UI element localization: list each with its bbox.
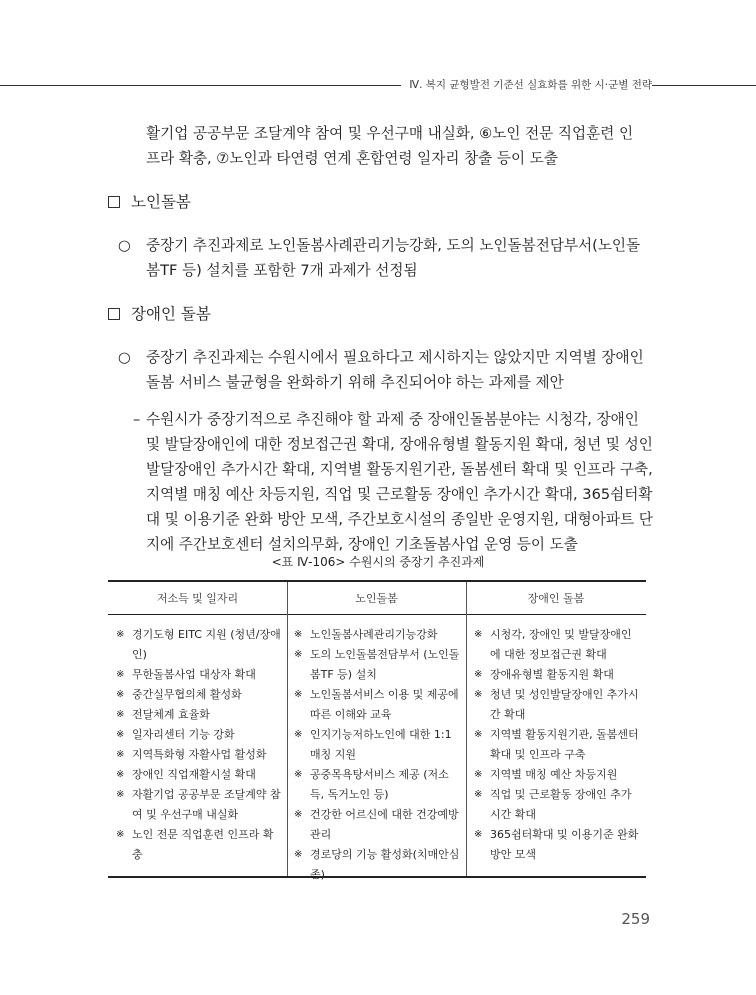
column-income-jobs-list — [116, 625, 282, 865]
section-heading-disabled-care — [108, 302, 211, 327]
bullet-text: 중장기 추진과제는 수원시에서 필요하다고 제시하지는 않았지만 지역별 장애인돌봄 서비스 불균형을 완화하기 위해 추진되어야 하는 과제를 제안 — [146, 349, 644, 391]
list-item: ※ 노인 전문 직업훈련 인프라 확충 — [116, 825, 282, 865]
section-heading-elderly-care — [108, 190, 191, 215]
list-item: ※ 중간실무협의체 활성화 — [116, 685, 282, 705]
list-item: ※ 청년 및 성인발달장애인 추가시간 확대 — [474, 685, 640, 725]
bullet-elderly-care — [118, 233, 650, 283]
list-item: ※ 노인돌봄서비스 이용 및 제공에 따른 이해와 교육 — [294, 685, 460, 725]
list-item: ※ 도의 노인돌봄전담부서 (노인돌봄TF 등) 설치 — [294, 645, 460, 685]
table-caption: <표 Ⅳ-106> 수원시의 중장기 추진과제 — [271, 555, 485, 569]
column-header-elderly-care: 노인돌봄 — [355, 592, 398, 605]
list-item: ※ 전달체계 효율화 — [116, 705, 282, 725]
column-header-income-jobs: 저소득 및 일자리 — [156, 592, 239, 605]
bullet-text: 중장기 추진과제로 노인돌봄사례관리기능강화, 도의 노인돌봄전담부서(노인돌봄TF 등) 설치를 포함한 7개 과제가 선정됨 — [146, 237, 641, 279]
list-item: ※ 365쉼터확대 및 이용기준 완화 방안 모색 — [474, 825, 640, 865]
column-divider — [287, 582, 288, 876]
column-elderly-care-list — [294, 625, 460, 885]
list-item: ※ 지역별 활동지원기관, 돌봄센터 확대 및 인프라 구축 — [474, 725, 640, 765]
column-header-disabled-care: 장애인 돌봄 — [527, 592, 585, 605]
list-item: ※ 지역별 매칭 예산 차등지원 — [474, 765, 640, 785]
list-item: ※ 경로당의 기능 활성화(치매안심존) — [294, 845, 460, 885]
circle-bullet-icon: ○ — [118, 349, 131, 366]
section-title: 노인돌봄 — [131, 193, 191, 211]
tasks-table — [108, 580, 646, 881]
list-item: ※ 공중목욕탕서비스 제공 (저소득, 독거노인 등) — [294, 765, 460, 805]
bullet-disabled-care — [118, 345, 650, 395]
list-item: ※ 무한돌봄사업 대상자 확대 — [116, 665, 282, 685]
table-top-rule — [108, 580, 646, 582]
list-item: ※ 장애인 직업재활시설 확대 — [116, 765, 282, 785]
continuation-paragraph: 활기업 공공부문 조달계약 참여 및 우선구매 내실화, ⑥노인 전문 직업훈련 인프라 확충, ⑦노인과 타연령 연계 혼합연령 일자리 창출 등이 도출 — [146, 125, 634, 167]
table-header-rule — [108, 614, 646, 615]
section-title: 장애인 돌봄 — [131, 305, 211, 323]
list-item: ※ 자활기업 공공부문 조달계약 참여 및 우선구매 내실화 — [116, 785, 282, 825]
list-item: ※ 경기도형 EITC 지원 (청년/장애인) — [116, 625, 282, 665]
list-item: ※ 노인돌봄사례관리기능강화 — [294, 625, 460, 645]
checkbox-square-icon — [108, 196, 120, 208]
list-item: ※ 직업 및 근로활동 장애인 추가시간 확대 — [474, 785, 640, 825]
list-item: ※ 건강한 어르신에 대한 건강예방관리 — [294, 805, 460, 845]
column-divider — [466, 582, 467, 876]
list-item: ※ 일자리센터 기능 강화 — [116, 725, 282, 745]
column-disabled-care-list — [474, 625, 640, 865]
list-item: ※ 지역특화형 자활사업 활성화 — [116, 745, 282, 765]
dash-text: 수원시가 중장기적으로 추진해야 할 과제 중 장애인돌봄분야는 시청각, 장애인 및 발달장애인에 대한 정보접근권 확대, 장애유형별 활동지원 확대, 청년 및 성인발달장애인 추가시간 확대, 지역별 활동지원기관, 돌봄센터 확대 및 인프라 구축, 지역별 매칭 예산 차등지원, 직업 및 근로활동 장애인 추가시간 확대, 365쉼터확대 및 이용기준 완화 방안 모색, 주간보호시설의 종일반 운영지원, 대형아파트 단지에 주간보호센터 설치의무화, 장애인 기초돌봄사업 운영 등이 도출 — [146, 411, 653, 553]
running-header: Ⅳ. 복지 균형발전 기준선 실효화를 위한 시·군별 전략 — [401, 77, 652, 92]
list-item: ※ 인지기능저하노인에 대한 1:1매칭 지원 — [294, 725, 460, 765]
dash-item-disabled-tasks — [133, 407, 656, 557]
dash-bullet-icon: – — [133, 411, 141, 428]
checkbox-square-icon — [108, 308, 120, 320]
list-item: ※ 시청각, 장애인 및 발달장애인에 대한 정보접근권 확대 — [474, 625, 640, 665]
circle-bullet-icon: ○ — [118, 237, 131, 254]
list-item: ※ 장애유형별 활동지원 확대 — [474, 665, 640, 685]
page-number: 259 — [621, 910, 650, 928]
